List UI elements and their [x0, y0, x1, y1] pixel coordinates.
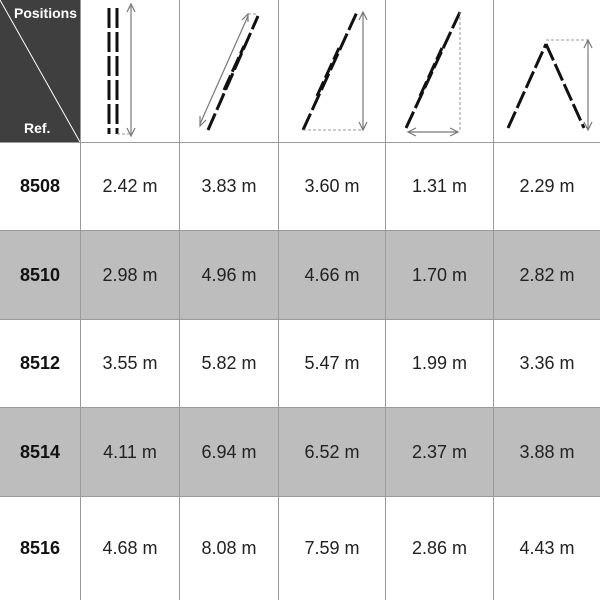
value-cell: 1.99 m	[385, 320, 493, 407]
value-cell: 2.86 m	[385, 497, 493, 600]
header-position-closed	[80, 0, 179, 142]
table-row	[0, 143, 600, 230]
ladder-a-frame-icon	[494, 0, 600, 142]
value-cell: 4.68 m	[80, 497, 179, 600]
ref-cell: 8508	[19, 176, 61, 196]
value-cell: 1.70 m	[385, 231, 493, 319]
value-cell: 1.31 m	[385, 143, 493, 230]
ref-label: Ref.	[24, 120, 51, 136]
corner-header	[0, 0, 80, 142]
header-position-a-frame	[493, 0, 600, 142]
positions-label: Positions	[13, 5, 77, 21]
header-position-leaning-height	[278, 0, 385, 142]
value-cell: 3.36 m	[493, 320, 600, 407]
value-cell: 2.82 m	[493, 231, 600, 319]
value-cell: 4.66 m	[278, 231, 385, 319]
value-cell: 3.60 m	[278, 143, 385, 230]
ladder-leaning-height-icon	[279, 0, 386, 142]
value-cell: 2.37 m	[385, 408, 493, 496]
value-cell: 6.94 m	[179, 408, 278, 496]
table-row	[0, 231, 600, 319]
value-cell: 5.82 m	[179, 320, 278, 407]
value-cell: 8.08 m	[179, 497, 278, 600]
value-cell: 4.96 m	[179, 231, 278, 319]
ref-cell: 8514	[19, 441, 61, 462]
value-cell: 5.47 m	[278, 320, 385, 407]
value-cell: 3.88 m	[493, 408, 600, 496]
value-cell: 7.59 m	[278, 497, 385, 600]
header-position-leaning-base	[385, 0, 493, 142]
ref-cell: 8516	[19, 538, 61, 558]
table-row	[0, 497, 600, 600]
value-cell: 2.42 m	[80, 143, 179, 230]
value-cell: 4.11 m	[80, 408, 179, 496]
table-row	[0, 320, 600, 407]
value-cell: 6.52 m	[278, 408, 385, 496]
ref-cell: 8510	[19, 264, 61, 285]
value-cell: 4.43 m	[493, 497, 600, 600]
ladder-leaning-base-icon	[386, 0, 494, 142]
value-cell: 2.29 m	[493, 143, 600, 230]
value-cell: 3.83 m	[179, 143, 278, 230]
value-cell: 3.55 m	[80, 320, 179, 407]
value-cell: 2.98 m	[80, 231, 179, 319]
ladder-closed-icon	[81, 0, 180, 142]
ladder-extended-icon	[180, 0, 279, 142]
ref-cell: 8512	[19, 353, 61, 373]
table-row	[0, 408, 600, 496]
header-position-extended	[179, 0, 278, 142]
